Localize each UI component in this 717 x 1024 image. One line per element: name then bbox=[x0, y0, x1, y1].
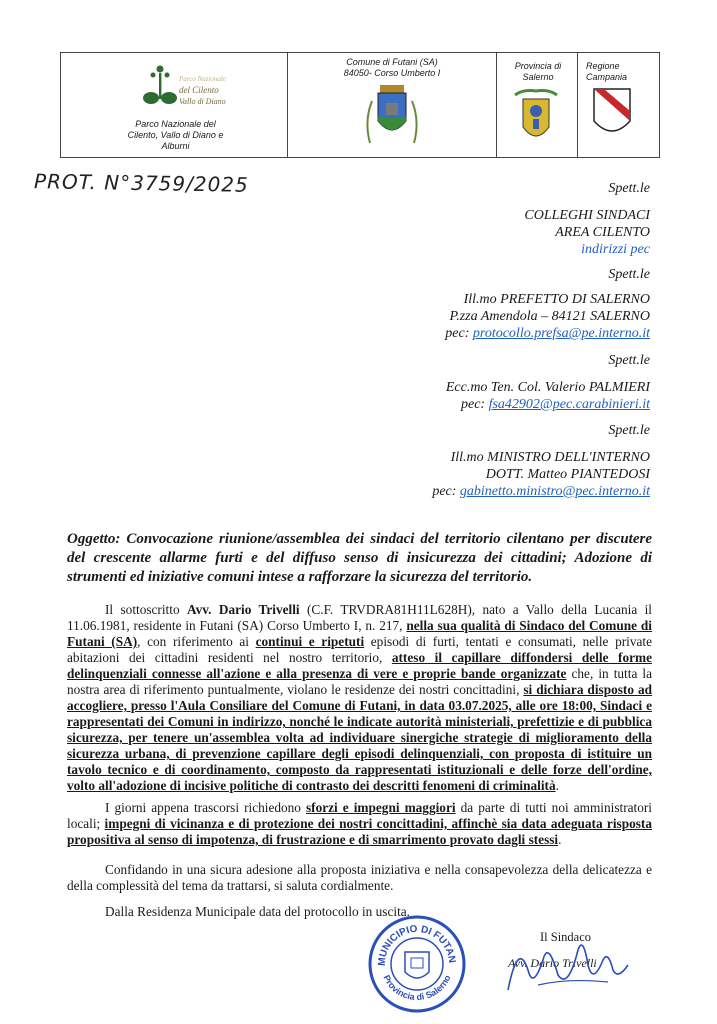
recipient-2 bbox=[445, 266, 650, 342]
park-caption-line: Alburni bbox=[161, 141, 190, 151]
spett-label: Spett.le bbox=[608, 423, 650, 438]
text: , con riferimento ai bbox=[137, 634, 256, 649]
closing-text: Confidando in una sicura adesione alla proposta iniziativa e nella consapevolezza della delicatezza e della complessità del tema da trattarsi, si saluta cordialmente. bbox=[67, 862, 652, 893]
text: . bbox=[555, 778, 559, 793]
pec-label: pec: bbox=[445, 326, 470, 341]
text: impegni di vicinanza e di protezione dei nostri concittadini, affinchè sia data adeguata risposta propositiva al senso di impotenza, di frustrazione e di smarrimento provato dagli stessi bbox=[67, 816, 652, 847]
subject: Oggetto: Convocazione riunione/assemblea dei sindaci del territorio cilentano per discutere del crescente allarme furti e del diffuso senso di insicurezza dei cittadini; Adozione di strumenti ed iniziative comuni intese a rafforzare la sicurezza del territorio. bbox=[67, 531, 652, 585]
recipient-line: AREA CILENTO bbox=[555, 225, 650, 240]
recipient-4 bbox=[432, 422, 650, 500]
comune-caption-line: Comune di Futani (SA) bbox=[346, 57, 438, 67]
park-caption-line: Parco Nazionale del bbox=[135, 119, 216, 129]
body-paragraph-3 bbox=[67, 862, 652, 894]
provincia-caption-line: Salerno bbox=[522, 72, 554, 82]
pec-label: pec: bbox=[460, 397, 486, 412]
regione-emblem-icon bbox=[592, 87, 632, 141]
signature-title: Il Sindaco bbox=[540, 930, 592, 944]
text: I giorni appena trascorsi richiedono bbox=[105, 800, 306, 815]
body-paragraph-4 bbox=[67, 904, 652, 920]
park-caption bbox=[73, 119, 278, 152]
prefetto-pec-link[interactable]: protocollo.prefsa@pe.interno.it bbox=[472, 326, 650, 341]
recipient-line: P.zza Amendola – 84121 SALERNO bbox=[449, 309, 650, 324]
park-logo-text-2: del Cilento bbox=[179, 85, 219, 95]
pec-label: pec: bbox=[432, 484, 457, 499]
text: episodi di furti, tentati e consumati, nelle private abitazioni dei cittadini residenti nel nostro territorio, bbox=[67, 634, 652, 665]
regione-caption-line: Campania bbox=[586, 72, 628, 82]
recipient-line: Ill.mo PREFETTO DI SALERNO bbox=[463, 292, 650, 307]
ministro-pec-link[interactable]: gabinetto.ministro@pec.interno.it bbox=[459, 484, 650, 499]
text: che, in tutta la nostra area di riferimento puntualmente, violano le residenze dei nostri concittadini, bbox=[67, 666, 652, 697]
text: atteso il capillare diffondersi delle forme delinquenziali connesse all'azione e alla presenza di vere e proprie bande organizzate bbox=[67, 650, 652, 681]
text: Avv. Dario Trivelli bbox=[186, 602, 300, 617]
provincia-caption bbox=[503, 61, 573, 83]
text: si dichiara disposto ad accogliere, presso l'Aula Consiliare del Comune di Futani, in data 03.07.2025, alle ore 18:00, Sindaci e rappresentati dei Comuni in indirizzo, nonché le indicate autorità ministeriali, prefettizie e di pubblica sicurezza, per tenere un'assemblea volta ad individuare sinergiche strategie di miglioramento della sicurezza urbana, di prevenzione capillare degli episodi delinquenziali, con proposta di istituire un tavolo tecnico e di coordinamento, composto da rappresentati istituzionali e delle forze dell'ordine, volto all'adozione di incisive politiche di contrasto dei descritti fenomeni di criminalità bbox=[67, 682, 652, 793]
text: nella sua qualità di Sindaco del Comune di Futani (SA) bbox=[67, 618, 652, 649]
comune-caption-line: 84050- Corso Umberto I bbox=[343, 68, 441, 78]
comune-cell bbox=[288, 53, 497, 157]
date-line: Dalla Residenza Municipale data del protocollo in uscita. bbox=[105, 904, 410, 919]
text: (C.F. TRVDRA81H11L628H), nato a Vallo della Lucania il 11.06.1981, residente in Futani (SA) Corso Umberto I, n. 217, bbox=[67, 602, 652, 633]
carabinieri-pec-link[interactable]: fsa42902@pec.carabinieri.it bbox=[488, 397, 650, 412]
regione-caption-line: Regione bbox=[586, 61, 620, 71]
signature-name: Avv. Dario Trivelli bbox=[508, 956, 597, 970]
park-logo-text-3: Vallo di Diano bbox=[179, 97, 226, 106]
text: Il sottoscritto bbox=[105, 602, 187, 617]
provincia-caption-line: Provincia di bbox=[514, 61, 562, 71]
regione-caption bbox=[586, 61, 646, 83]
recipient-line: Ill.mo MINISTRO DELL'INTERNO bbox=[450, 450, 650, 465]
park-logo bbox=[61, 53, 287, 117]
recipient-3 bbox=[446, 352, 650, 413]
stamp-top-text: MUNICIPIO DI FUTAN bbox=[376, 923, 458, 967]
recipient-line: COLLEGHI SINDACI bbox=[524, 208, 650, 223]
park-logo-cell bbox=[61, 53, 288, 157]
pec-note: indirizzi pec bbox=[581, 242, 650, 257]
regione-cell bbox=[578, 53, 659, 157]
spett-label: Spett.le bbox=[608, 267, 650, 282]
protocol-number: PROT. N°3759/2025 bbox=[33, 169, 249, 197]
body-paragraph-2 bbox=[67, 800, 652, 848]
park-logo-text-1: Parco Nazionale bbox=[179, 75, 226, 83]
recipient-line: Ecc.mo Ten. Col. Valerio PALMIERI bbox=[445, 380, 650, 395]
park-caption-line: Cilento, Vallo di Diano e bbox=[127, 130, 224, 140]
provincia-emblem-icon bbox=[511, 87, 561, 149]
spett-label: Spett.le bbox=[608, 353, 650, 368]
recipient-1 bbox=[524, 180, 650, 258]
spett-label: Spett.le bbox=[608, 181, 650, 196]
recipient-line: DOTT. Matteo PIANTEDOSI bbox=[485, 467, 650, 482]
text: sforzi e impegni maggiori bbox=[305, 800, 456, 815]
stamp-bottom-text: Provincia di Salerno bbox=[381, 973, 453, 1003]
letterhead bbox=[60, 52, 660, 158]
text: . bbox=[558, 832, 562, 847]
handwritten-signature bbox=[498, 930, 648, 1000]
provincia-cell bbox=[497, 53, 578, 157]
comune-caption bbox=[288, 57, 496, 79]
text: continui e ripetuti bbox=[255, 634, 365, 649]
body-paragraph-1 bbox=[67, 602, 652, 794]
comune-coat-of-arms-icon bbox=[362, 81, 422, 155]
municipal-stamp bbox=[367, 914, 467, 1014]
text: da parte di tutti noi amministratori locali; bbox=[67, 800, 652, 831]
